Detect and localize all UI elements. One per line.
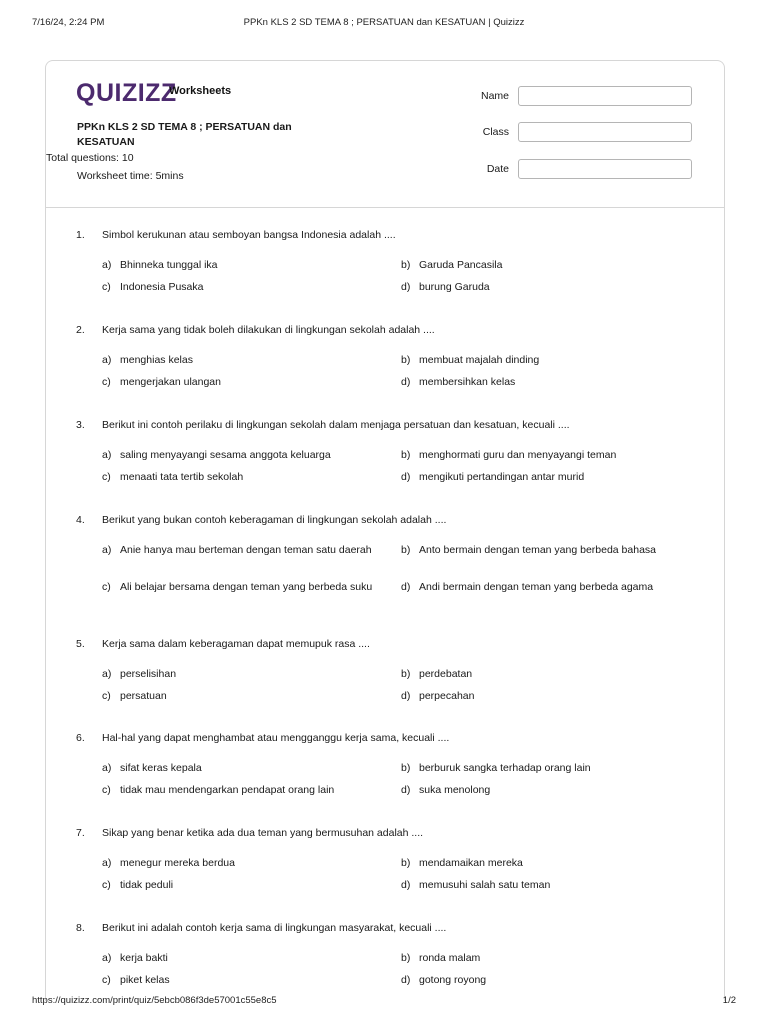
option-c <box>102 470 387 485</box>
option-label: b) <box>401 544 411 556</box>
worksheet-header <box>46 61 724 208</box>
option-c <box>102 580 387 595</box>
option-label: c) <box>102 690 111 702</box>
option-text: perpecahan <box>419 690 475 702</box>
option-label: c) <box>102 471 111 483</box>
print-title: PPKn KLS 2 SD TEMA 8 ; PERSATUAN dan KESATUAN | Quizizz <box>243 17 525 28</box>
total-questions: Total questions: 10 <box>46 152 134 164</box>
question-number: 8. <box>76 922 85 934</box>
option-text: Bhinneka tunggal ika <box>120 259 218 271</box>
date-field[interactable] <box>518 159 692 179</box>
option-a <box>102 667 387 682</box>
option-text: Anie hanya mau berteman dengan teman satu daerah <box>120 544 372 556</box>
question-text: Sikap yang benar ketika ada dua teman yang bermusuhan adalah .... <box>102 827 424 839</box>
worksheet-title: PPKn KLS 2 SD TEMA 8 ; PERSATUAN dan KESATUAN <box>77 121 292 148</box>
option-label: c) <box>102 879 111 891</box>
option-label: d) <box>401 784 411 796</box>
worksheet-card <box>45 60 725 1001</box>
option-d <box>401 280 686 295</box>
question-number: 4. <box>76 514 85 526</box>
option-text: mengerjakan ulangan <box>120 376 221 388</box>
option-text: mendamaikan mereka <box>419 857 523 869</box>
date-label: Date <box>486 163 509 175</box>
option-a <box>102 353 387 368</box>
question-number: 6. <box>76 732 85 744</box>
option-label: a) <box>102 259 112 271</box>
question-text: Simbol kerukunan atau semboyan bangsa Indonesia adalah .... <box>102 229 396 241</box>
option-label: d) <box>401 690 411 702</box>
option-b <box>401 951 686 966</box>
option-text: suka menolong <box>419 784 491 796</box>
option-label: b) <box>401 952 411 964</box>
quizizz-logo: QUIZIZZ <box>76 79 177 107</box>
option-d <box>401 580 686 595</box>
option-label: b) <box>401 857 411 869</box>
option-c <box>102 783 387 798</box>
option-label: b) <box>401 668 411 680</box>
page-url[interactable]: https://quizizz.com/print/quiz/5ebcb086f3de57001c55e8c5 <box>32 995 277 1006</box>
option-a <box>102 856 387 871</box>
question-number: 5. <box>76 638 85 650</box>
option-c <box>102 280 387 295</box>
option-b <box>401 667 686 682</box>
option-text: gotong royong <box>419 974 487 986</box>
question-text: Hal-hal yang dapat menghambat atau mengganggu kerja sama, kecuali .... <box>102 732 450 744</box>
option-text: membersihkan kelas <box>419 376 516 388</box>
page-number: 1/2 <box>722 995 736 1006</box>
option-b <box>401 258 686 273</box>
option-label: a) <box>102 762 112 774</box>
option-text: perdebatan <box>419 668 473 680</box>
question-number: 7. <box>76 827 85 839</box>
question-text: Berikut yang bukan contoh keberagaman di lingkungan sekolah adalah .... <box>102 514 447 526</box>
option-label: d) <box>401 281 411 293</box>
option-a <box>102 258 387 273</box>
option-text: sifat keras kepala <box>120 762 202 774</box>
option-text: memusuhi salah satu teman <box>419 879 551 891</box>
option-label: a) <box>102 544 112 556</box>
option-label: c) <box>102 581 111 593</box>
logo-subtitle: Worksheets <box>169 85 232 97</box>
class-label: Class <box>482 126 509 138</box>
option-label: d) <box>401 581 411 593</box>
option-d <box>401 783 686 798</box>
option-text: ronda malam <box>419 952 481 964</box>
option-label: d) <box>401 879 411 891</box>
print-datetime: 7/16/24, 2:24 PM <box>32 17 105 28</box>
question-text: Kerja sama dalam keberagaman dapat memupuk rasa .... <box>102 638 370 650</box>
option-text: tidak peduli <box>120 879 174 891</box>
option-text: menghormati guru dan menyayangi teman <box>419 449 617 461</box>
option-text: menghias kelas <box>120 354 193 366</box>
option-b <box>401 353 686 368</box>
option-label: d) <box>401 471 411 483</box>
question-number: 3. <box>76 419 85 431</box>
question-text: Berikut ini adalah contoh kerja sama di lingkungan masyarakat, kecuali .... <box>102 922 447 934</box>
option-text: saling menyayangi sesama anggota keluarga <box>120 449 331 461</box>
option-text: membuat majalah dinding <box>419 354 540 366</box>
option-c <box>102 878 387 893</box>
option-text: berburuk sangka terhadap orang lain <box>419 762 591 774</box>
option-label: d) <box>401 376 411 388</box>
option-b <box>401 448 686 463</box>
class-field[interactable] <box>518 122 692 142</box>
option-label: d) <box>401 974 411 986</box>
option-label: b) <box>401 762 411 774</box>
option-text: burung Garuda <box>419 281 490 293</box>
option-label: c) <box>102 281 111 293</box>
option-label: b) <box>401 449 411 461</box>
option-a <box>102 448 387 463</box>
question-text: Kerja sama yang tidak boleh dilakukan di lingkungan sekolah adalah .... <box>102 324 435 336</box>
option-label: a) <box>102 668 112 680</box>
question-text: Berikut ini contoh perilaku di lingkungan sekolah dalam menjaga persatuan dan kesatuan, kecuali .... <box>102 419 570 431</box>
option-label: c) <box>102 376 111 388</box>
option-label: c) <box>102 974 111 986</box>
option-label: b) <box>401 259 411 271</box>
option-b <box>401 856 686 871</box>
option-c <box>102 689 387 704</box>
option-label: a) <box>102 952 112 964</box>
name-label: Name <box>480 90 509 102</box>
option-b <box>401 543 686 558</box>
option-c <box>102 973 387 988</box>
option-a <box>102 543 387 558</box>
option-text: menaati tata tertib sekolah <box>120 471 244 483</box>
option-label: b) <box>401 354 411 366</box>
option-d <box>401 375 686 390</box>
option-text: Ali belajar bersama dengan teman yang berbeda suku <box>120 581 373 593</box>
option-text: tidak mau mendengarkan pendapat orang lain <box>120 784 335 796</box>
option-label: c) <box>102 784 111 796</box>
option-text: Garuda Pancasila <box>419 259 503 271</box>
option-d <box>401 470 686 485</box>
worksheet-time: Worksheet time: 5mins <box>77 170 184 182</box>
option-d <box>401 689 686 704</box>
name-field[interactable] <box>518 86 692 106</box>
option-text: Andi bermain dengan teman yang berbeda agama <box>419 581 654 593</box>
question-number: 1. <box>76 229 85 241</box>
option-a <box>102 951 387 966</box>
option-text: menegur mereka berdua <box>120 857 235 869</box>
option-d <box>401 973 686 988</box>
option-a <box>102 761 387 776</box>
option-label: a) <box>102 354 112 366</box>
option-d <box>401 878 686 893</box>
option-label: a) <box>102 857 112 869</box>
option-text: Indonesia Pusaka <box>120 281 204 293</box>
option-text: Anto bermain dengan teman yang berbeda bahasa <box>419 544 657 556</box>
option-c <box>102 375 387 390</box>
option-b <box>401 761 686 776</box>
option-label: a) <box>102 449 112 461</box>
option-text: piket kelas <box>120 974 170 986</box>
option-text: mengikuti pertandingan antar murid <box>419 471 585 483</box>
option-text: persatuan <box>120 690 167 702</box>
option-text: kerja bakti <box>120 952 168 964</box>
question-number: 2. <box>76 324 85 336</box>
option-text: perselisihan <box>120 668 177 680</box>
